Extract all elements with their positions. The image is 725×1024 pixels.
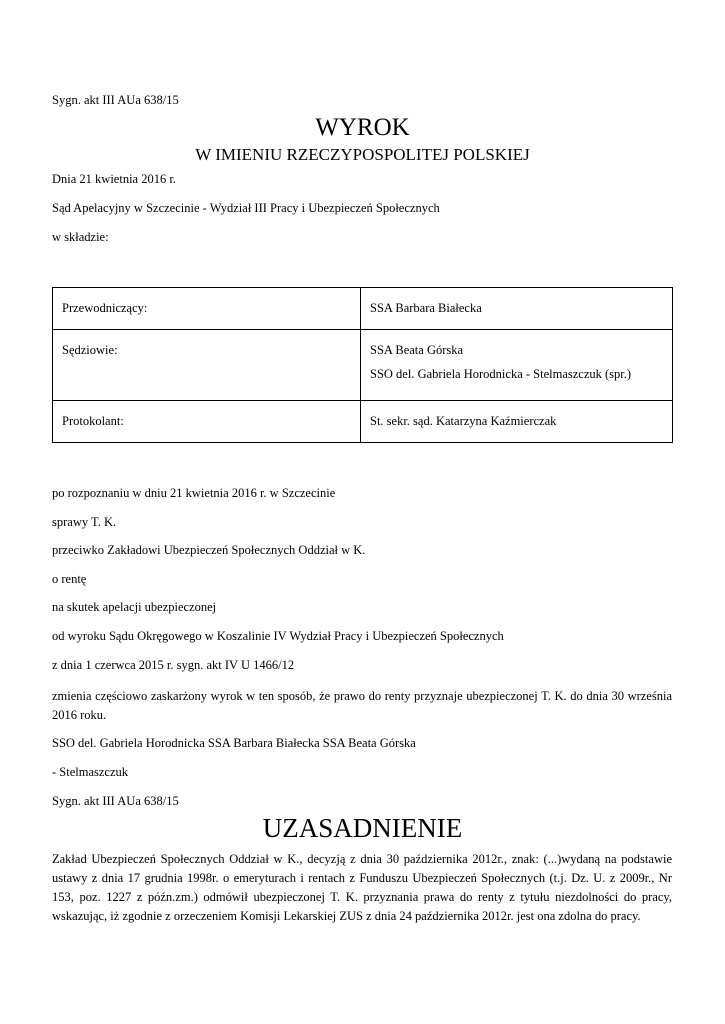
body-line: o rentę (52, 572, 87, 586)
body-line: z dnia 1 czerwca 2015 r. sygn. akt IV U 1466/12 (52, 658, 295, 672)
presiding-label: Przewodniczący: (62, 301, 148, 315)
judges-label-cell (53, 330, 361, 401)
case-signature: Sygn. akt III AUa 638/15 (52, 93, 179, 107)
composition-intro: w składzie: (52, 230, 109, 244)
body-line: na skutek apelacji ubezpieczonej (52, 600, 217, 614)
judges-label: Sędziowie: (62, 343, 118, 357)
table-row (53, 401, 673, 443)
justification-title: UZASADNIENIE (262, 813, 463, 843)
clerk-label: Protokolant: (62, 414, 124, 428)
document-subtitle: W IMIENIU RZECZYPOSPOLITEJ POLSKIEJ (195, 145, 530, 164)
table-row (53, 288, 673, 330)
document-title: WYROK (315, 114, 410, 141)
composition-table (52, 287, 673, 443)
body-line: przeciwko Zakładowi Ubezpieczeń Społecznych Oddział w K. (52, 543, 366, 557)
presiding-value: SSA Barbara Białecka (370, 301, 482, 315)
clerk-value: St. sekr. sąd. Katarzyna Kaźmierczak (370, 414, 557, 428)
body-line: od wyroku Sądu Okręgowego w Koszalinie IV Wydział Pracy i Ubezpieczeń Społecznych (52, 629, 504, 643)
case-signature-repeat: Sygn. akt III AUa 638/15 (52, 794, 179, 808)
judges-value-cell (361, 330, 673, 401)
signatures-line: SSO del. Gabriela Horodnicka SSA Barbara Białecka SSA Beata Górska (52, 736, 416, 750)
clerk-value-cell (361, 401, 673, 443)
presiding-label-cell (53, 288, 361, 330)
table-row (53, 330, 673, 401)
presiding-value-cell (361, 288, 673, 330)
judge-name: SSO del. Gabriela Horodnicka - Stelmaszczuk (spr.) (370, 367, 632, 381)
body-line: sprawy T. K. (52, 515, 117, 529)
judge-name: SSA Beata Górska (370, 343, 464, 357)
body-line: po rozpoznaniu w dniu 21 kwietnia 2016 r. w Szczecinie (52, 486, 336, 500)
justification-paragraph: Zakład Ubezpieczeń Społecznych Oddział w K., decyzją z dnia 30 października 2012r., znak: (...)wydaną na podstawie ustawy z dnia 17 grudnia 1998r. o emeryturach i rentach z Funduszu Ubezpieczeń Społecznych (t.j. Dz. U. z 2009r., Nr 153, poz. 1227 z późn.zm.) odmówił ubezpieczonej T. K. przyznania prawa do renty z tytułu niezdolności do pracy, wskazując, iż zgodnie z orzeczeniem Komisji Lekarskiej ZUS z dnia 24 października 2012r. jest ona zdolna do pracy. (52, 852, 672, 923)
judgment-date: Dnia 21 kwietnia 2016 r. (52, 172, 176, 186)
ruling-text: zmienia częściowo zaskarżony wyrok w ten sposób, że prawo do renty przyznaje ubezpieczonej T. K. do dnia 30 września 2016 roku. (52, 689, 672, 722)
clerk-label-cell (53, 401, 361, 443)
signatures-continued: - Stelmaszczuk (52, 765, 129, 779)
court-name: Sąd Apelacyjny w Szczecinie - Wydział III Pracy i Ubezpieczeń Społecznych (52, 201, 440, 215)
